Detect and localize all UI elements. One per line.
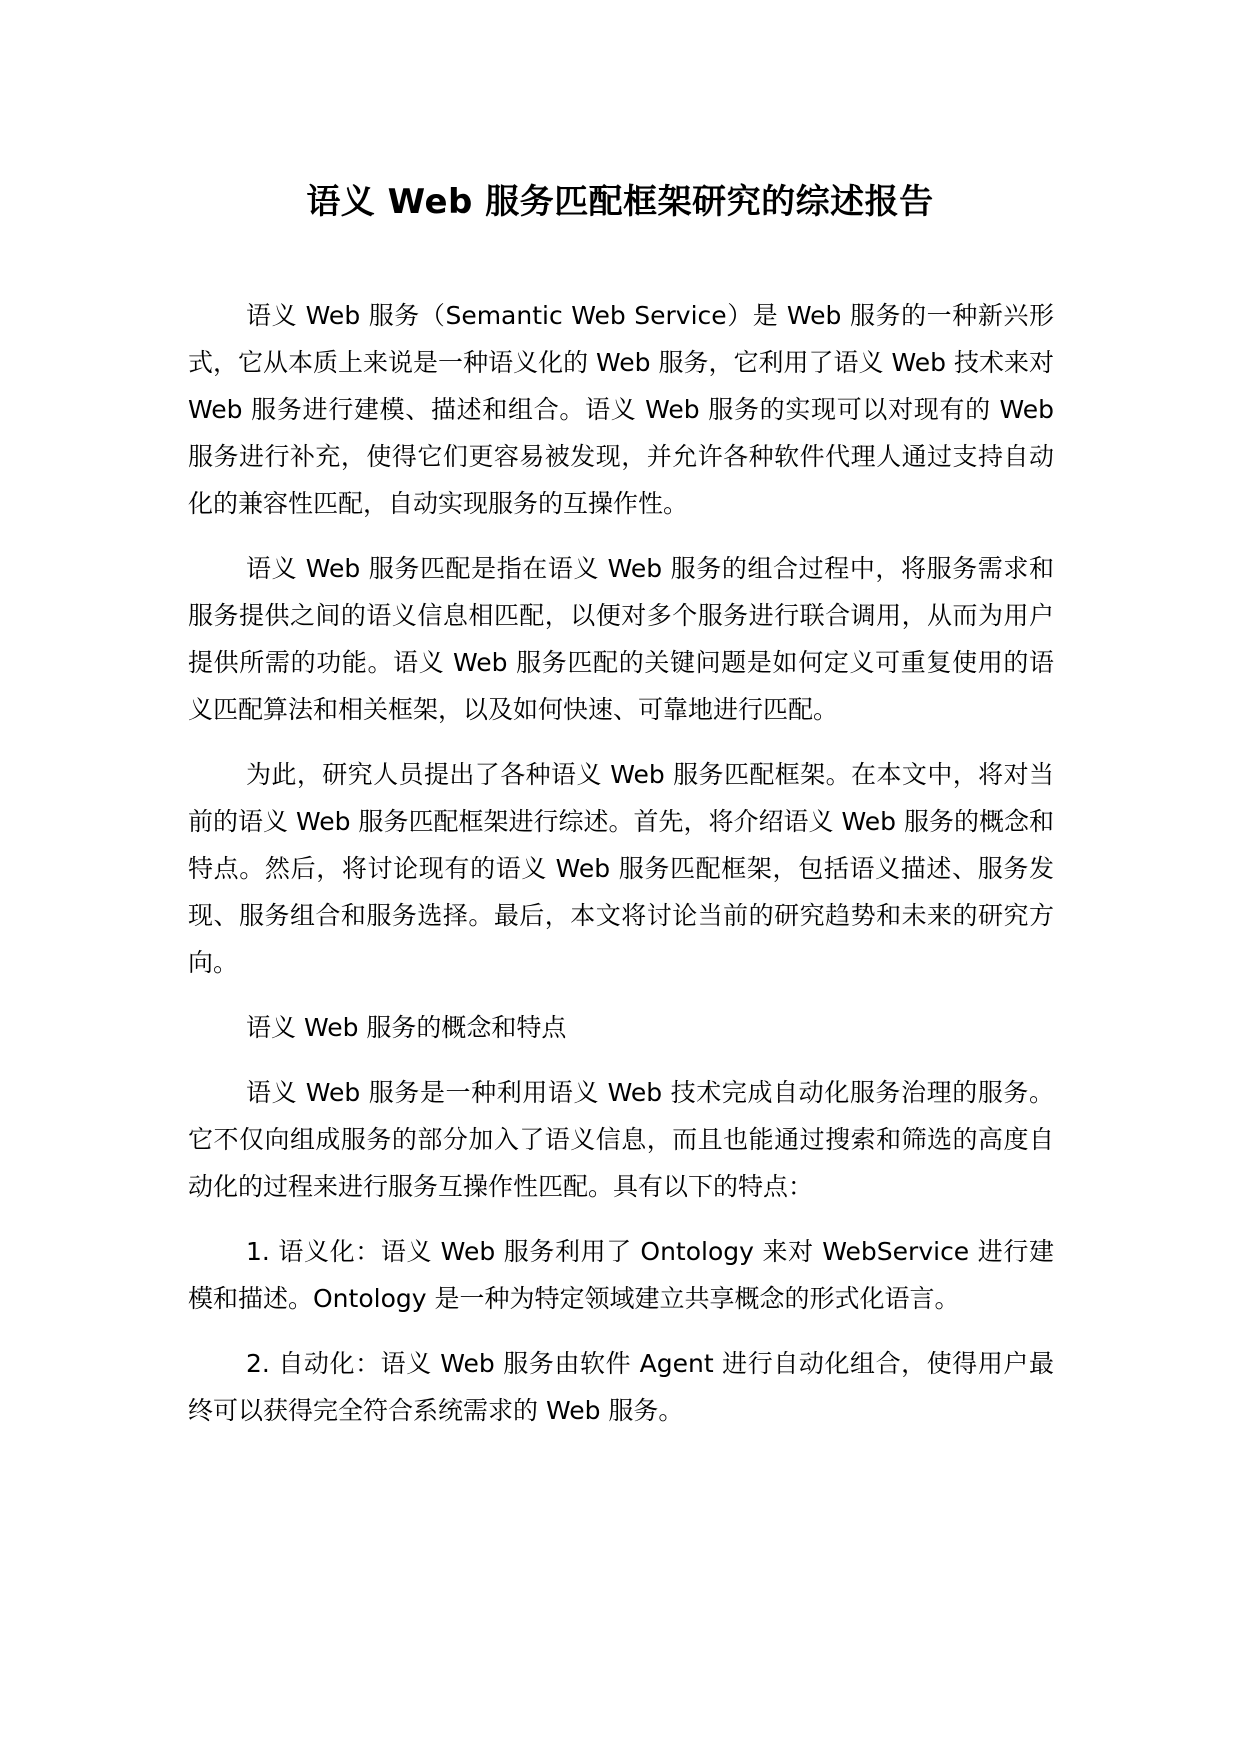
list-item-automation: 2. 自动化：语义 Web 服务由软件 Agent 进行自动化组合，使得用户最终可以获得完全符合系统需求的 Web 服务。 — [188, 1349, 1054, 1425]
paragraph-concept: 语义 Web 服务是一种利用语义 Web 技术完成自动化服务治理的服务。它不仅向组成服务的部分加入了语义信息，而且也能通过搜索和筛选的高度自动化的过程来进行服务互操作性匹配。具有以下的特点： — [188, 1078, 1054, 1201]
paragraph-matching-definition: 语义 Web 服务匹配是指在语义 Web 服务的组合过程中，将服务需求和服务提供之间的语义信息相匹配，以便对多个服务进行联合调用，从而为用户提供所需的功能。语义 Web 服务匹配的关键问题是如何定义可重复使用的语义匹配算法和相关框架，以及如何快速、可靠地进行匹配。 — [188, 554, 1054, 724]
paragraph-overview: 为此，研究人员提出了各种语义 Web 服务匹配框架。在本文中，将对当前的语义 Web 服务匹配框架进行综述。首先，将介绍语义 Web 服务的概念和特点。然后，将讨论现有的语义 Web 服务匹配框架，包括语义描述、服务发现、服务组合和服务选择。最后，本文将讨论当前的研究趋势和未来的研究方向。 — [188, 760, 1054, 977]
document-body — [188, 292, 1054, 1452]
paragraph-intro: 语义 Web 服务（Semantic Web Service）是 Web 服务的一种新兴形式，它从本质上来说是一种语义化的 Web 服务，它利用了语义 Web 技术来对 Web 服务进行建模、描述和组合。语义 Web 服务的实现可以对现有的 Web 服务进行补充，使得它们更容易被发现，并允许各种软件代理人通过支持自动化的兼容性匹配，自动实现服务的互操作性。 — [188, 301, 1054, 518]
list-item-semantic: 1. 语义化：语义 Web 服务利用了 Ontology 来对 WebService 进行建模和描述。Ontology 是一种为特定领域建立共享概念的形式化语言。 — [188, 1237, 1054, 1313]
section-heading: 语义 Web 服务的概念和特点 — [246, 1013, 567, 1042]
document-title: 语义 Web 服务匹配框架研究的综述报告 — [306, 182, 934, 222]
